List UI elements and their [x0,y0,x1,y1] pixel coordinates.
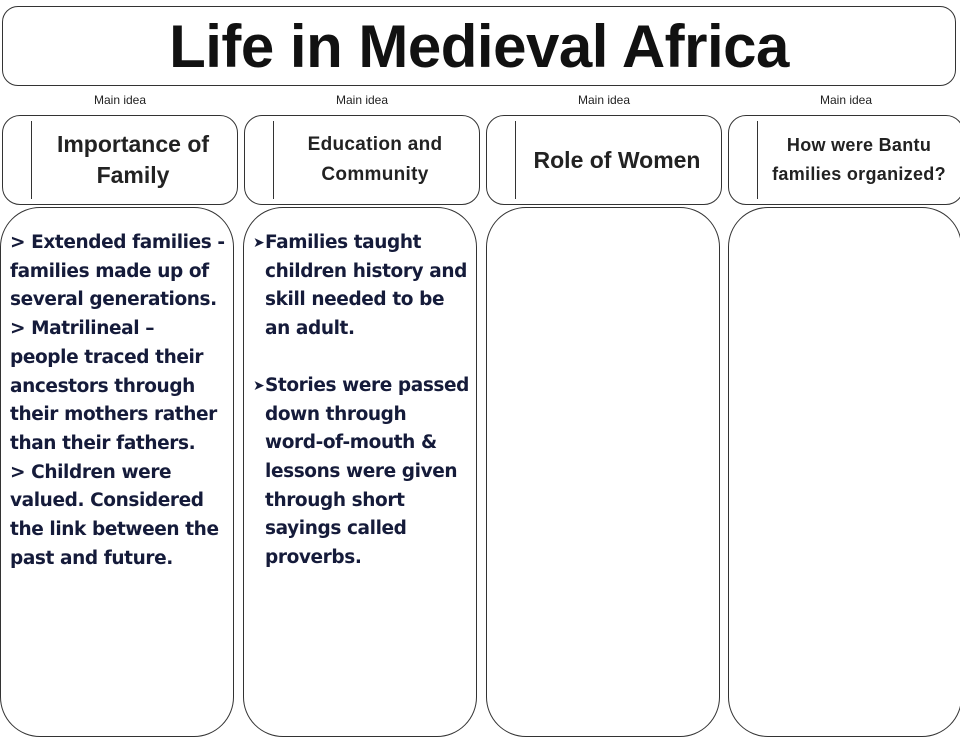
main-idea-label-4: Main idea [819,93,873,107]
arrow-bullet-icon: ➤ [253,235,265,251]
page-title: Life in Medieval Africa [169,12,789,80]
detail-item: > Matrilineal – people traced their ancestors through their mothers rather than their fathers. [10,318,217,454]
heading-bantu: How were Bantu families organized? [772,135,946,184]
details-box-family [0,207,234,737]
main-idea-label-1: Main idea [93,93,147,107]
heading-divider [515,121,516,199]
details-family [10,229,227,573]
details-box-education [243,207,477,737]
heading-divider [31,121,32,199]
detail-item [253,372,470,573]
main-idea-label-3: Main idea [577,93,631,107]
heading-box-family [2,115,238,205]
heading-family: Importance of Family [56,131,210,188]
main-idea-label-2: Main idea [335,93,389,107]
heading-divider [273,121,274,199]
details-box-women [486,207,720,737]
detail-item [253,229,470,344]
heading-education: Education and Community [307,134,443,185]
heading-box-bantu [728,115,960,205]
heading-women: Role of Women [533,146,701,173]
title-box [2,6,956,86]
detail-item: > Extended families - families made up of several generations. [10,232,225,311]
heading-divider [757,121,758,199]
heading-box-women [486,115,722,205]
detail-item: > Children were valued. Considered the link between the past and future. [10,461,219,569]
detail-text: Stories were passed down through word-of-mouth & lessons were given through short sayings called proverbs. [265,374,470,569]
heading-box-education [244,115,480,205]
details-education [253,229,470,573]
detail-text: Families taught children history and skill needed to be an adult. [265,232,467,340]
details-box-bantu [728,207,960,737]
arrow-bullet-icon: ➤ [253,377,265,394]
